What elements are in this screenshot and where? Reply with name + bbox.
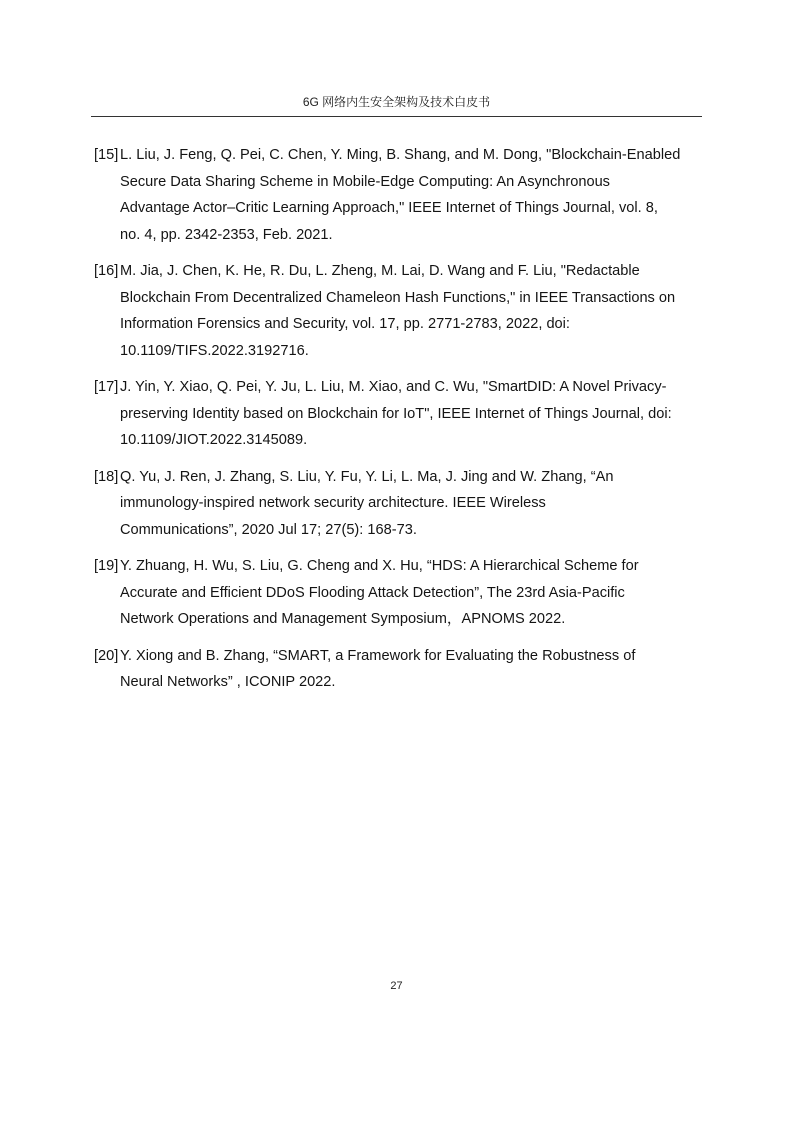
- reference-number: [18]: [94, 468, 119, 485]
- reference-text-line: L. Liu, J. Feng, Q. Pei, C. Chen, Y. Ming, B. Shang, and M. Dong, "Blockchain-Enabled: [120, 147, 681, 163]
- reference-text-line: Secure Data Sharing Scheme in Mobile-Edge Computing: An Asynchronous: [120, 173, 610, 190]
- reference-text-line: Information Forensics and Security, vol. 17, pp. 2771-2783, 2022, doi:: [120, 316, 570, 332]
- page-number: 27: [390, 980, 403, 992]
- reference-text-line: no. 4, pp. 2342-2353, Feb. 2021.: [120, 226, 333, 243]
- reference-text-line: immunology-inspired network security architecture. IEEE Wireless: [120, 495, 546, 511]
- reference-list: [94, 142, 706, 706]
- reference-text-line: 10.1109/JIOT.2022.3145089.: [120, 432, 308, 448]
- reference-number: [17]: [94, 379, 119, 395]
- reference-number: [15]: [94, 147, 119, 163]
- reference-text-line: Accurate and Efficient DDoS Flooding Attack Detection”, The 23rd Asia-Pacific: [120, 584, 625, 601]
- reference-text-line: Neural Networks” , ICONIP 2022.: [120, 674, 336, 690]
- reference-number: [20]: [94, 647, 119, 664]
- reference-item-19: [94, 553, 706, 633]
- reference-text-line: Blockchain From Decentralized Chameleon Hash Functions," in IEEE Transactions on: [120, 289, 676, 306]
- reference-text-line: J. Yin, Y. Xiao, Q. Pei, Y. Ju, L. Liu, M. Xiao, and C. Wu, "SmartDID: A Novel Privacy-: [120, 379, 667, 395]
- reference-number: [19]: [94, 558, 119, 574]
- reference-item-16: [94, 258, 706, 364]
- header-divider: [91, 116, 702, 117]
- reference-item-18: [94, 464, 706, 544]
- reference-text-line: Network Operations and Management Symposium，APNOMS 2022.: [120, 611, 566, 627]
- reference-number: [16]: [94, 263, 119, 279]
- reference-item-15: [94, 142, 706, 248]
- reference-text-line: Y. Xiong and B. Zhang, “SMART, a Framework for Evaluating the Robustness of: [120, 647, 636, 664]
- reference-item-17: [94, 374, 706, 454]
- reference-text-line: 10.1109/TIFS.2022.3192716.: [120, 342, 309, 359]
- reference-text-line: Advantage Actor–Critic Learning Approach," IEEE Internet of Things Journal, vol. 8,: [120, 200, 658, 216]
- reference-text-line: Communications”, 2020 Jul 17; 27(5): 168-73.: [120, 521, 417, 538]
- reference-text-line: M. Jia, J. Chen, K. He, R. Du, L. Zheng, M. Lai, D. Wang and F. Liu, "Redactable: [120, 263, 640, 279]
- reference-text-line: Y. Zhuang, H. Wu, S. Liu, G. Cheng and X. Hu, “HDS: A Hierarchical Scheme for: [120, 558, 639, 574]
- reference-item-20: [94, 643, 706, 696]
- page-header-title: 6G 网络内生安全架构及技术白皮书: [302, 95, 491, 109]
- reference-text-line: preserving Identity based on Blockchain for IoT", IEEE Internet of Things Journal, doi:: [120, 405, 672, 422]
- reference-text-line: Q. Yu, J. Ren, J. Zhang, S. Liu, Y. Fu, Y. Li, L. Ma, J. Jing and W. Zhang, “An: [120, 468, 614, 485]
